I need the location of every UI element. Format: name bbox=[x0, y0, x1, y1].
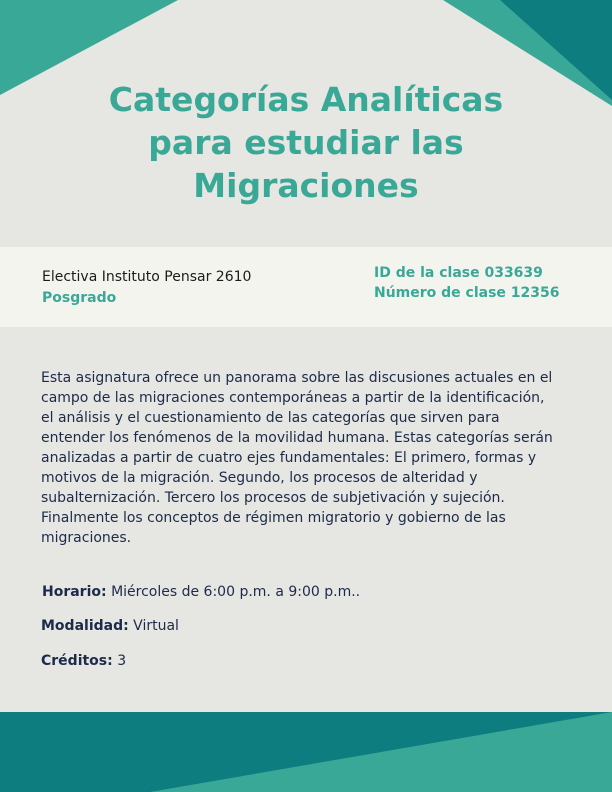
course-title-line-1: Categorías Analíticas bbox=[108, 80, 504, 119]
class-id-label: ID de la clase 033639 bbox=[374, 265, 543, 281]
schedule-label: Horario: bbox=[42, 584, 107, 600]
class-number-label: Número de clase 12356 bbox=[374, 285, 560, 301]
modality-row bbox=[41, 618, 179, 634]
modality-label: Modalidad: bbox=[41, 618, 129, 634]
elective-label: Electiva Instituto Pensar 2610 bbox=[42, 269, 252, 285]
credits-value: 3 bbox=[117, 653, 127, 669]
level-label: Posgrado bbox=[42, 290, 117, 306]
credits-label: Créditos: bbox=[41, 653, 113, 669]
course-title-line-3: Migraciones bbox=[193, 166, 419, 205]
schedule-row bbox=[42, 584, 360, 600]
credits-row bbox=[41, 653, 126, 669]
course-description: Esta asignatura ofrece un panorama sobre las discusiones actuales en el campo de las migraciones contemporáneas a partir de la identificación, el análisis y el cuestionamiento de las categorías que sirven para entender los fenómenos de la movilidad humana. Estas categorías serán analizadas a partir de cuatro ejes fundamentales: El primero, formas y motivos de la migración. Segundo, los procesos de alteridad y subalternización. Tercero los procesos de subjetivación y sujeción. Finalmente los conceptos de régimen migratorio y gobierno de las migraciones. bbox=[41, 370, 553, 546]
schedule-value: Miércoles de 6:00 p.m. a 9:00 p.m.. bbox=[111, 584, 361, 600]
course-title-line-2: para estudiar las bbox=[148, 123, 464, 162]
modality-value: Virtual bbox=[133, 618, 179, 634]
course-title bbox=[0, 78, 612, 207]
